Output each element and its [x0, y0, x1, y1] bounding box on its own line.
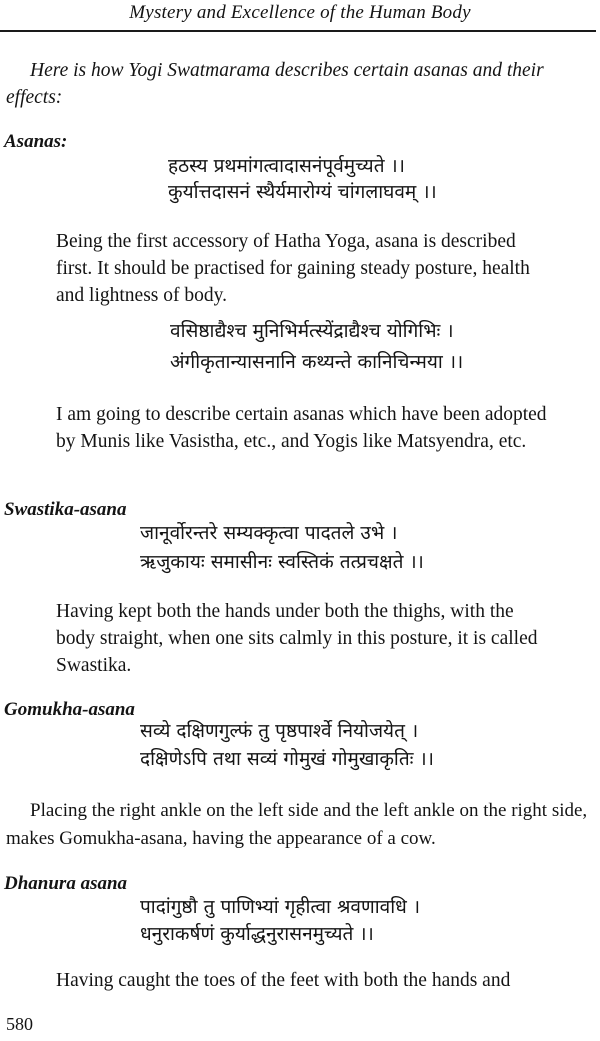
verse-line: ऋजुकायः समासीनः स्वस्तिकं तत्प्रचक्षते ।।	[140, 551, 424, 573]
verse-line: कुर्यात्तदासनं स्थैर्यमारोग्यं चांगलाघवम् ।।	[168, 181, 437, 203]
section-heading-swastika: Swastika-asana	[4, 499, 127, 520]
dhanura-description: Having caught the toes of the feet with both the hands and	[56, 970, 511, 991]
running-head: Mystery and Excellence of the Human Body	[129, 2, 471, 23]
section-heading-dhanura: Dhanura asana	[4, 873, 128, 894]
verse-line: दक्षिणेऽपि तथा सव्यं गोमुखं गोमुखाकृतिः ।।	[140, 748, 434, 770]
header-rule	[0, 30, 596, 32]
section-heading-asanas: Asanas:	[4, 131, 68, 152]
verse-line: अंगीकृतान्यासनानि कथ्यन्ते कानिचिन्मया ।।	[170, 351, 464, 373]
verse-line: धनुराकर्षणं कुर्याद्धनुरासनमुच्यते ।।	[140, 923, 374, 945]
swastika-description: Having kept both the hands under both the thighs, with the body straight, when one sits calmly in this posture, it is called Swastika.	[56, 601, 538, 676]
munis-description: I am going to describe certain asanas which have been adopted by Munis like Vasistha, etc., and Yogis like Matsyendra, etc.	[56, 404, 547, 452]
asanas-description: Being the first accessory of Hatha Yoga, asana is described first. It should be practised for gaining steady posture, health and lightness of body.	[56, 231, 530, 306]
verse-line: हठस्य प्रथमांगत्वादासनंपूर्वमुच्यते ।।	[168, 155, 405, 177]
verse-line: वसिष्ठाद्यैश्च मुनिभिर्मत्स्येंद्राद्यैश्च योगिभिः ।	[170, 320, 454, 342]
verse-line: सव्ये दक्षिणगुल्फं तु पृष्ठपार्श्वे नियोजयेत् ।	[140, 720, 419, 742]
gomukha-description: Placing the right ankle on the left side and the left ankle on the right side, makes Gomukha-asana, having the appearance of a cow.	[6, 800, 588, 849]
section-heading-gomukha: Gomukha-asana	[4, 699, 135, 720]
verse-line: पादांगुष्ठौ तु पाणिभ्यां गृहीत्वा श्रवणावधि ।	[140, 896, 421, 918]
intro-paragraph: Here is how Yogi Swatmarama describes certain asanas and their effects:	[6, 60, 544, 108]
verse-line: जानूर्वोरन्तरे सम्यक्कृत्वा पादतले उभे ।	[140, 522, 398, 544]
page-number: 580	[6, 1014, 33, 1034]
